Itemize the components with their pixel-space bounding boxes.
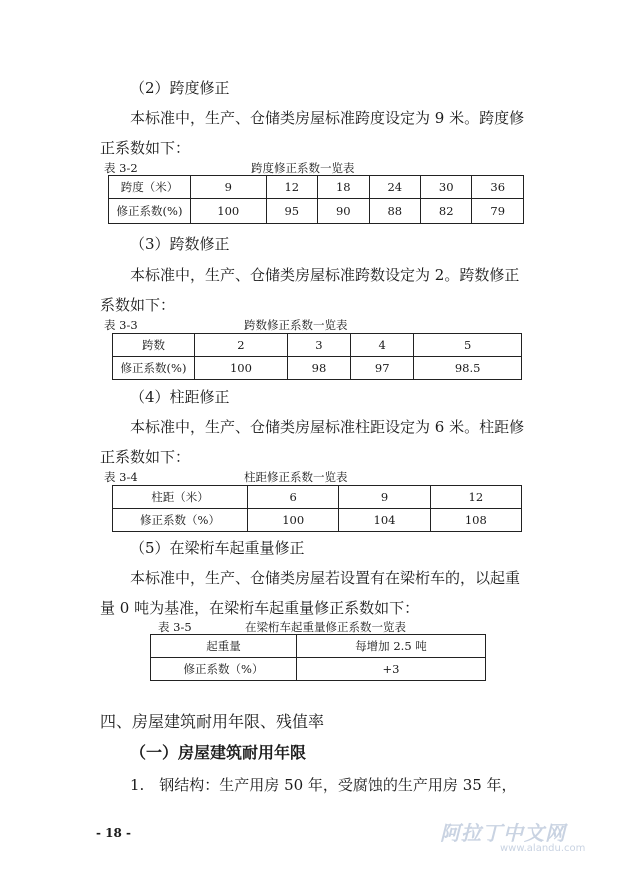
paragraph-line: 量 0 吨为基准，在梁桁车起重量修正系数如下： (100, 599, 420, 617)
table-cell: 起重量 (151, 635, 297, 658)
table-cell: 修正系数(%) (113, 357, 195, 380)
table-cell: 18 (318, 176, 369, 199)
crane-capacity-correction-table (150, 634, 486, 681)
paragraph-line: 本标准中，生产、仓储类房屋若设置有在梁桁车的，以起重 (130, 569, 521, 587)
table-cell: 97 (351, 357, 414, 380)
table-cell: 82 (421, 199, 472, 224)
table-title: 跨数修正系数一览表 (244, 318, 348, 332)
paragraph-line: 本标准中，生产、仓储类房屋标准柱距设定为 6 米。柱距修 (130, 418, 525, 436)
table-cell: 柱距（米） (113, 486, 248, 509)
table-number: 表 3-4 (104, 470, 138, 484)
table-row (113, 486, 522, 509)
table-title: 在梁桁车起重量修正系数一览表 (245, 620, 406, 634)
paragraph-line: 本标准中，生产、仓储类房屋标准跨度设定为 9 米。跨度修 (130, 109, 525, 127)
table-cell: 每增加 2.5 吨 (297, 635, 486, 658)
table-cell: 104 (339, 509, 430, 532)
table-cell: 修正系数(%) (109, 199, 191, 224)
table-cell: 36 (472, 176, 524, 199)
table-row (113, 357, 522, 380)
subsection-heading: （一）房屋建筑耐用年限 (130, 743, 307, 762)
table-number: 表 3-2 (104, 161, 138, 175)
table-cell: 88 (369, 199, 420, 224)
table-cell: 98.5 (414, 357, 522, 380)
paragraph-line: 正系数如下： (100, 139, 191, 157)
span-correction-table (108, 175, 524, 224)
column-spacing-correction-table (112, 485, 522, 532)
table-cell: 4 (351, 334, 414, 357)
table-row (151, 635, 486, 658)
table-cell: 95 (266, 199, 317, 224)
table-cell: 6 (248, 486, 339, 509)
chapter-heading: 四、房屋建筑耐用年限、残值率 (100, 712, 325, 731)
table-cell: 100 (248, 509, 339, 532)
table-cell: 12 (266, 176, 317, 199)
list-item: 1. 钢结构：生产用房 50 年，受腐蚀的生产用房 35 年， (130, 776, 517, 794)
table-row (113, 334, 522, 357)
table-cell: 3 (287, 334, 350, 357)
table-cell: +3 (297, 658, 486, 681)
table-cell: 2 (195, 334, 288, 357)
section-heading-bay-count-correction: （3）跨数修正 (130, 235, 230, 253)
paragraph-line: 正系数如下： (100, 448, 191, 466)
table-cell: 79 (472, 199, 524, 224)
watermark-url: www.alandu.com (500, 843, 586, 854)
table-number: 表 3-5 (158, 620, 192, 634)
table-cell: 108 (430, 509, 521, 532)
table-cell: 30 (421, 176, 472, 199)
paragraph-line: 系数如下： (100, 296, 176, 314)
table-cell: 9 (191, 176, 267, 199)
table-cell: 修正系数（%） (151, 658, 297, 681)
table-cell: 98 (287, 357, 350, 380)
table-cell: 24 (369, 176, 420, 199)
watermark-title: 阿拉丁中文网 (440, 821, 566, 845)
table-cell: 9 (339, 486, 430, 509)
table-cell: 跨数 (113, 334, 195, 357)
table-row (151, 658, 486, 681)
table-cell: 100 (195, 357, 288, 380)
table-number: 表 3-3 (104, 318, 138, 332)
table-cell: 5 (414, 334, 522, 357)
bay-count-correction-table (112, 333, 522, 380)
section-heading-span-correction: （2）跨度修正 (130, 79, 230, 97)
table-row (109, 199, 524, 224)
table-cell: 90 (318, 199, 369, 224)
table-title: 跨度修正系数一览表 (251, 161, 355, 175)
paragraph-line: 本标准中，生产、仓储类房屋标准跨数设定为 2。跨数修正 (130, 266, 520, 284)
table-cell: 跨度（米） (109, 176, 191, 199)
section-heading-crane-capacity-correction: （5）在梁桁车起重量修正 (130, 539, 305, 557)
page-number: - 18 - (96, 826, 132, 840)
table-cell: 修正系数（%） (113, 509, 248, 532)
section-heading-column-spacing-correction: （4）柱距修正 (130, 388, 230, 406)
table-row (113, 509, 522, 532)
table-title: 柱距修正系数一览表 (244, 470, 348, 484)
table-cell: 12 (430, 486, 521, 509)
table-row (109, 176, 524, 199)
table-cell: 100 (191, 199, 267, 224)
